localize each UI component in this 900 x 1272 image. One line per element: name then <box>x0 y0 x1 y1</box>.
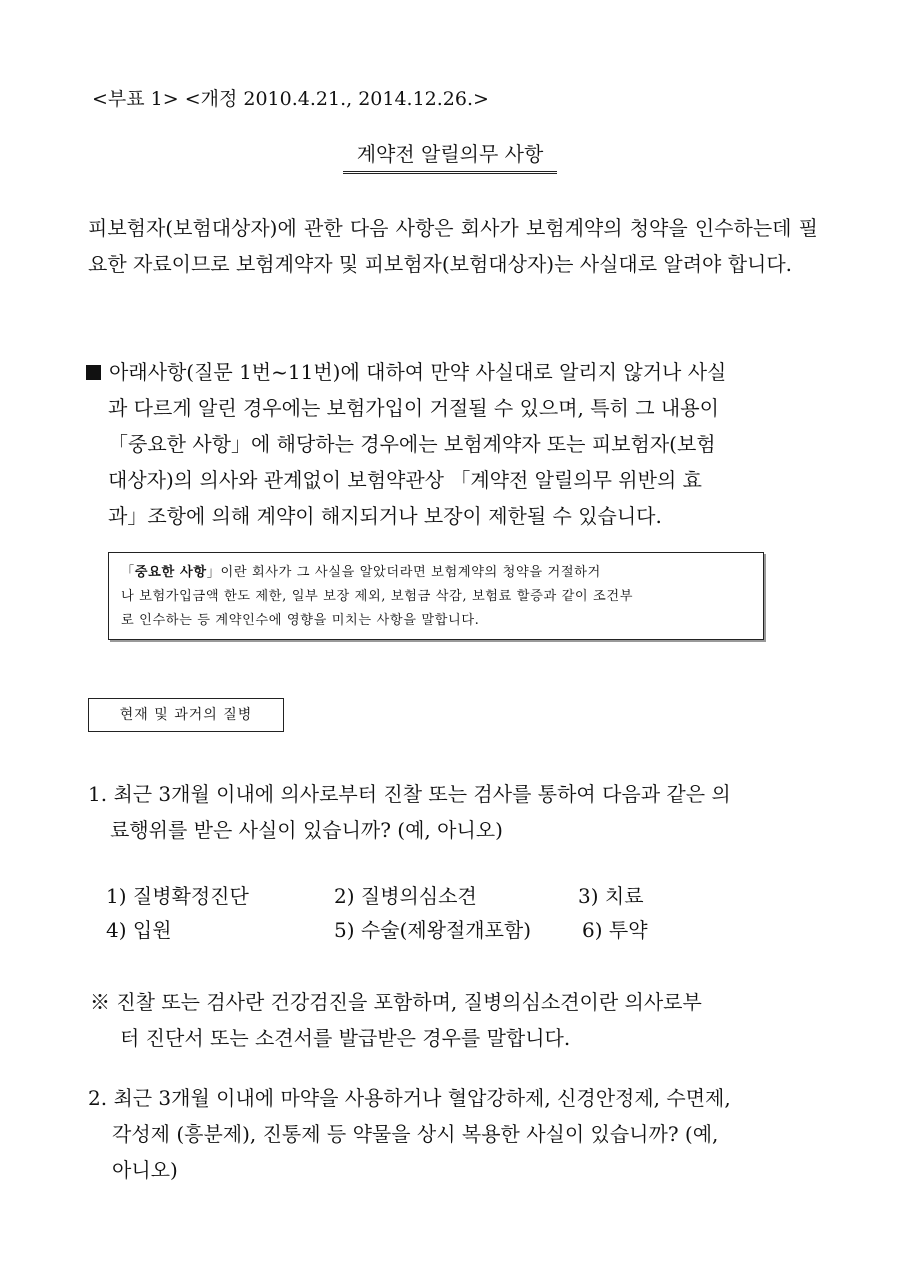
bullet-line-2: 과 다르게 알린 경우에는 보험가입이 거절될 수 있으며, 특히 그 내용이 <box>108 396 719 420</box>
definition-rest-1: 」이란 회사가 그 사실을 알았더라면 보험계약의 청약을 거절하거 <box>206 565 601 580</box>
note-line-1: ※ 진찰 또는 검사란 건강검진을 포함하며, 질병의심소견이란 의사로부 <box>90 990 702 1014</box>
document-title-wrap <box>0 138 900 174</box>
notice-bullet <box>86 354 816 534</box>
definition-line-2: 나 보험가입금액 한도 제한, 일부 보장 제외, 보험금 삭감, 보험료 할증과 같이 조건부 <box>121 589 634 604</box>
reference-note <box>90 984 820 1056</box>
question-1-line-2: 료행위를 받은 사실이 있습니까? (예, 아니오) <box>110 818 503 842</box>
amendment-header: <부표 1> <개정 2010.4.21., 2014.12.26.> <box>92 88 489 110</box>
question-2-line-2: 각성제 (흥분제), 진통제 등 약물을 상시 복용한 사실이 있습니까? (예, <box>112 1122 719 1146</box>
option-3: 3) 치료 <box>578 884 644 908</box>
option-2: 2) 질병의심소견 <box>334 884 477 908</box>
definition-line-1 <box>121 561 751 585</box>
definition-box <box>108 552 764 640</box>
option-5: 5) 수술(제왕절개포함) <box>334 918 532 942</box>
bullet-line-4: 대상자)의 의사와 관계없이 보험약관상 「계약전 알릴의무 위반의 효 <box>108 468 702 492</box>
bullet-line-3: 「중요한 사항」에 해당하는 경우에는 보험계약자 또는 피보험자(보험 <box>108 432 716 456</box>
question-1-line-1: 1. 최근 3개월 이내에 의사로부터 진찰 또는 검사를 통하여 다음과 같은 의 <box>88 782 731 806</box>
bullet-text-1: 아래사항(질문 1번~11번)에 대하여 만약 사실대로 알리지 않거나 사실 <box>109 360 727 384</box>
question-2 <box>88 1080 818 1188</box>
question-1 <box>88 776 818 848</box>
bullet-line-1 <box>86 354 816 390</box>
document-title: 계약전 알릴의무 사항 <box>343 138 558 174</box>
question-2-line-3: 아니오) <box>112 1158 178 1182</box>
definition-line-3: 로 인수하는 등 계약인수에 영향을 미치는 사항을 말합니다. <box>121 613 480 628</box>
option-6: 6) 투약 <box>582 918 648 942</box>
question-2-line-1: 2. 최근 3개월 이내에 마약을 사용하거나 혈압강하제, 신경안정제, 수면제, <box>88 1086 731 1110</box>
definition-open-bracket: 「 <box>121 565 135 580</box>
option-4: 4) 입원 <box>106 918 172 942</box>
intro-paragraph: 피보험자(보험대상자)에 관한 다음 사항은 회사가 보험계약의 청약을 인수하는데 필요한 자료이므로 보험계약자 및 피보험자(보험대상자)는 사실대로 알려야 합니다. <box>88 216 818 276</box>
note-line-2: 터 진단서 또는 소견서를 발급받은 경우를 말합니다. <box>120 1026 571 1050</box>
definition-term: 중요한 사항 <box>134 565 207 580</box>
black-square-bullet-icon <box>86 365 101 380</box>
option-1: 1) 질병확정진단 <box>106 884 249 908</box>
section-tag-diseases: 현재 및 과거의 질병 <box>88 698 284 732</box>
bullet-line-5: 과」조항에 의해 계약이 해지되거나 보장이 제한될 수 있습니다. <box>108 504 662 528</box>
